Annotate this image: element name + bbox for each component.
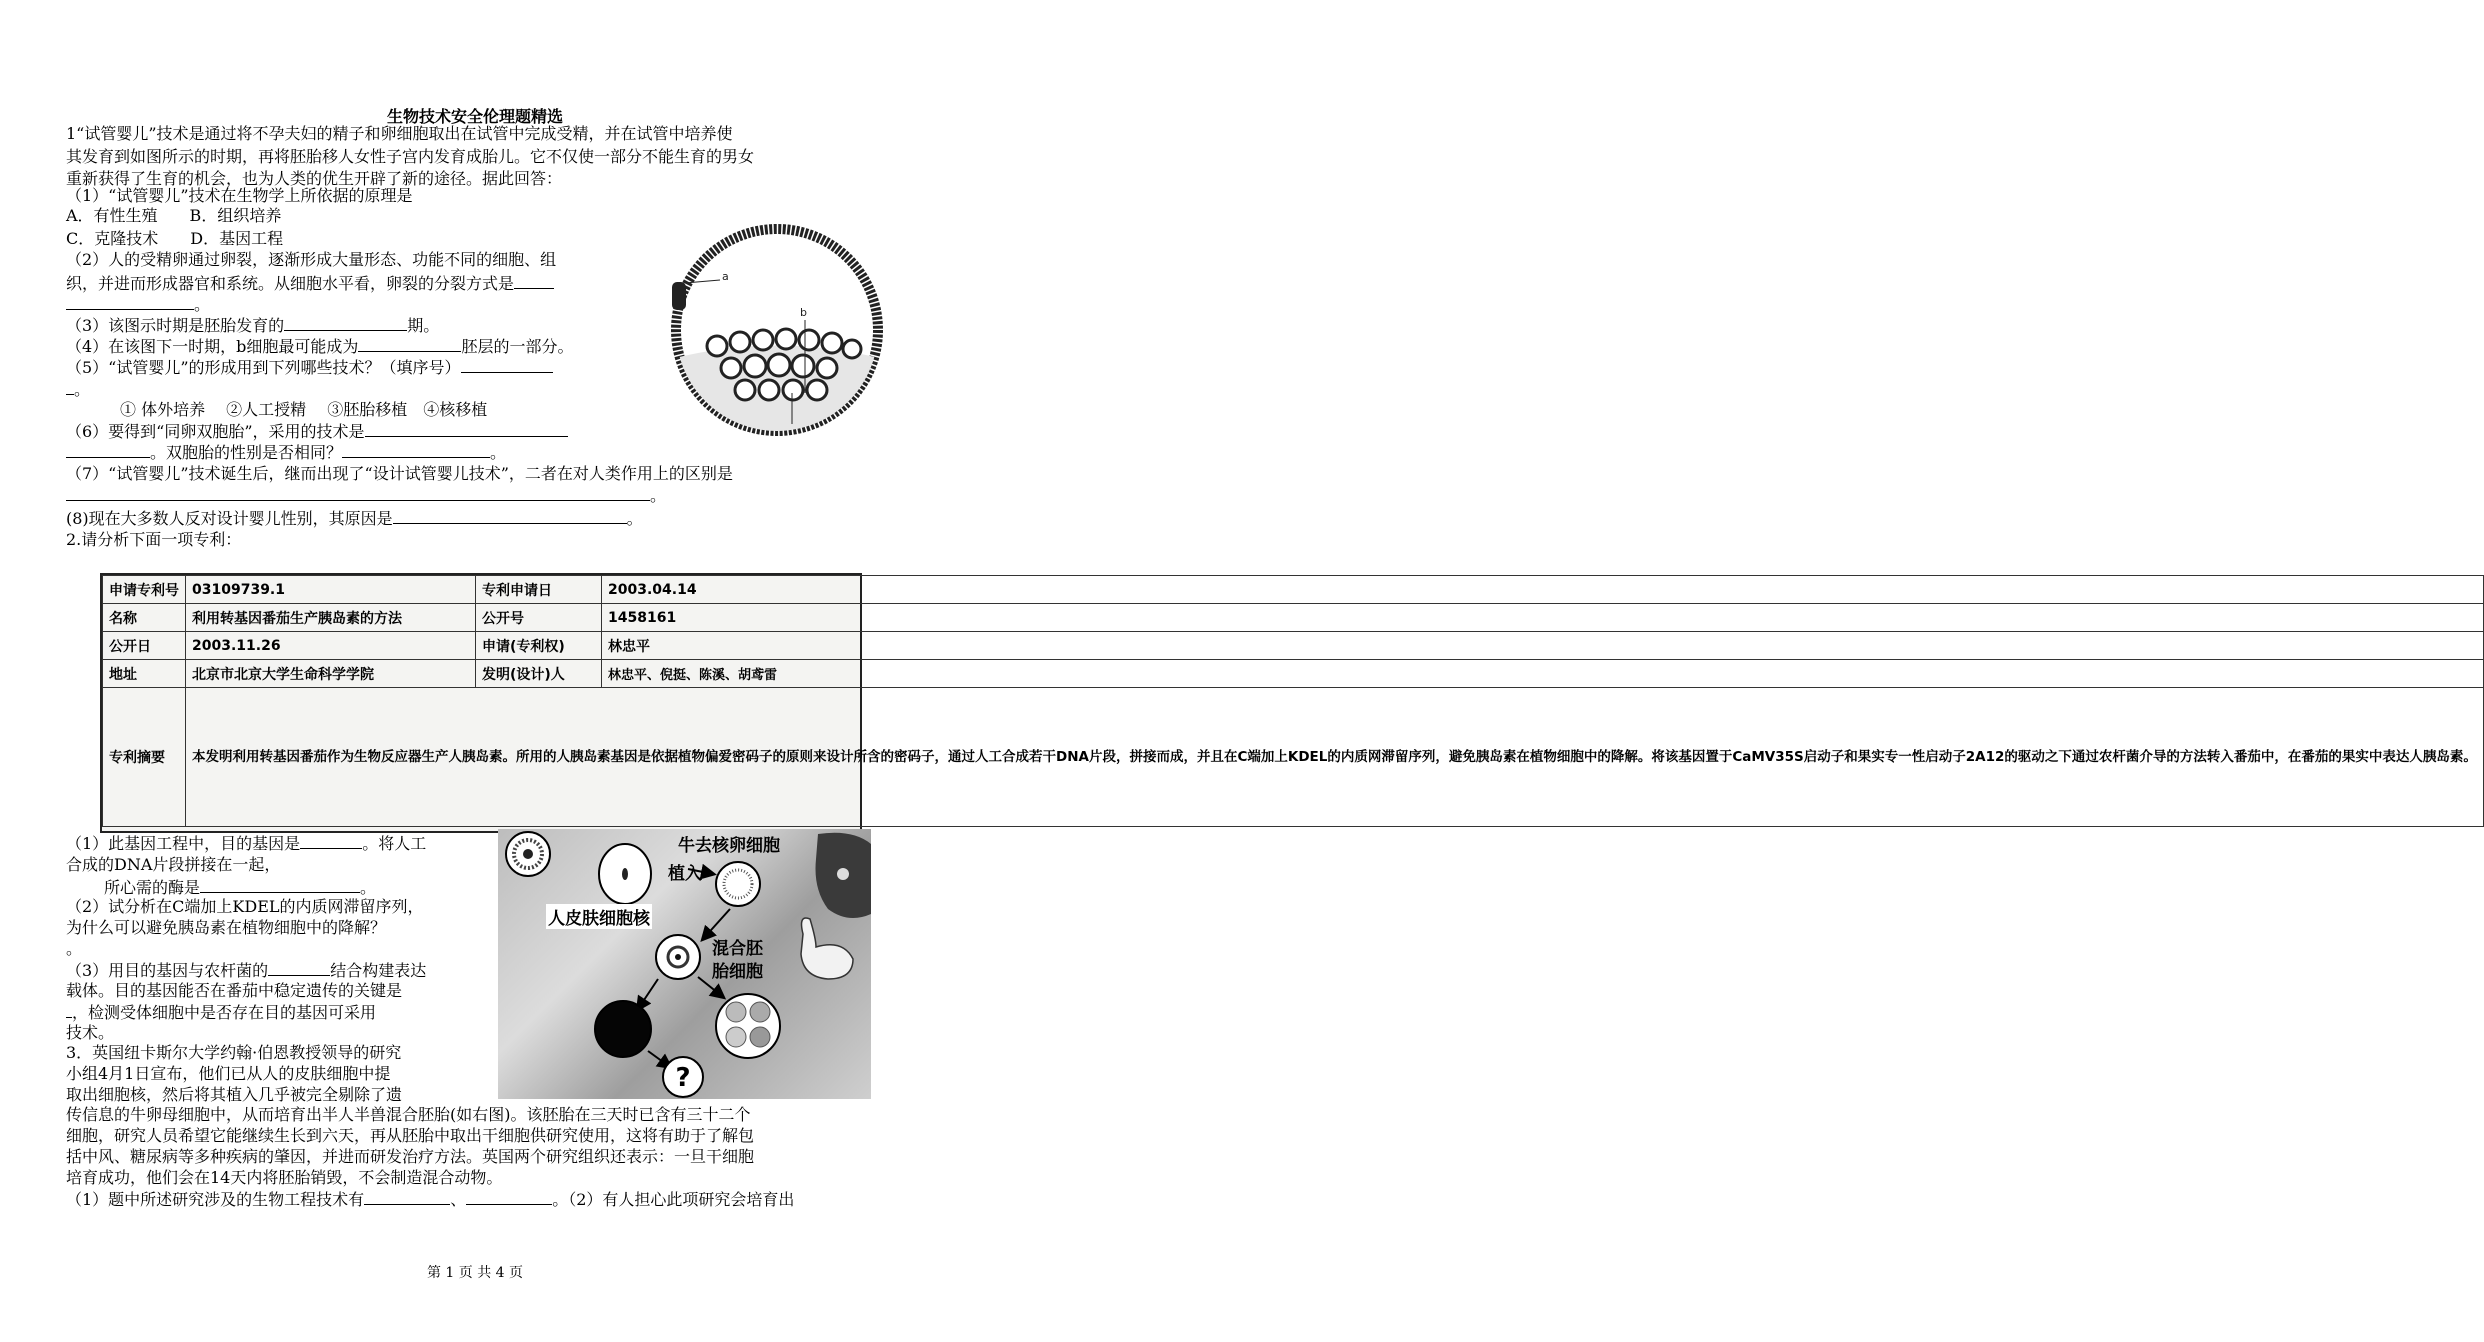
q1-sub2-line3: 。 — [66, 294, 210, 315]
cell-value: 利用转基因番茄生产胰岛素的方法 — [186, 604, 476, 632]
q1-option-cd: C．克隆技术 D．基因工程 — [66, 229, 284, 248]
page-footer: 第 1 页 共 4 页 — [426, 1265, 524, 1281]
cell-value: 北京市北京大学生命科学学院 — [186, 660, 476, 688]
label-bovine-egg: 牛去核卵细胞 — [678, 836, 780, 856]
q1-sub5: （5）“试管婴儿”的形成用到下列哪些技术？（填序号） — [66, 357, 553, 378]
cell-label: 公开日 — [103, 632, 186, 660]
cell-value: 03109739.1 — [186, 576, 476, 604]
q1-option-ab: A．有性生殖 B．组织培养 — [66, 206, 282, 225]
label-a: a — [722, 270, 729, 283]
q2-sub3-line3: ，检测受体细胞中是否存在目的基因可采用 — [66, 1002, 376, 1023]
q3-line-1: 3．英国纽卡斯尔大学约翰·伯恩教授领导的研究 — [66, 1043, 402, 1062]
label-human-nucleus: 人皮肤细胞核 — [546, 904, 652, 929]
q1-sub6: （6）要得到“同卵双胞胎”，采用的技术是 — [66, 421, 568, 442]
q3-line-7: 培育成功，他们会在14天内将胚胎销毁，不会制造混合动物。 — [66, 1168, 503, 1187]
q1-sub2-line1: （2）人的受精卵通过卵裂，逐渐形成大量形态、功能不同的细胞、组 — [66, 250, 557, 269]
q2-sub1: （1）此基因工程中，目的基因是 。将人工 — [66, 834, 427, 853]
cell-label: 专利摘要 — [103, 688, 186, 827]
q2-sub1-line2: 合成的DNA片段拼接在一起， — [66, 855, 281, 874]
cell-value: 林忠平 — [602, 632, 2484, 660]
label-hybrid-2: 胎细胞 — [712, 962, 763, 982]
q1-sub5-options: ① 体外培养 ②人工授精 ③胚胎移植 ④核移植 — [120, 400, 488, 419]
label-b: b — [800, 306, 807, 319]
cell-value: 1458161 — [602, 604, 2484, 632]
cell-label: 申请专利号 — [103, 576, 186, 604]
q1-sub4: （4）在该图下一时期，b细胞最可能成为 胚层的一部分。 — [66, 337, 574, 356]
cell-value: 2003.04.14 — [602, 576, 2484, 604]
cell-label: 申请(专利权) — [476, 632, 602, 660]
blastocyst-figure — [655, 218, 895, 438]
q2-heading: 2.请分析下面一项专利： — [66, 530, 242, 549]
question-mark: ? — [675, 1063, 691, 1093]
q1-line-3: 重新获得了生育的机会，也为人类的优生开辟了新的途径。据此回答： — [66, 169, 563, 188]
q2-sub3: （3）用目的基因与农杆菌的 结合构建表达 — [66, 961, 427, 980]
q1-sub7-line2: 。 — [66, 485, 666, 506]
q1-sub1: （1）“试管婴儿”技术在生物学上所依据的原理是 — [66, 186, 413, 205]
q2-sub2: （2）试分析在C端加上KDEL的内质网滞留序列， — [66, 897, 424, 916]
q1-sub8: (8)现在大多数人反对设计婴儿性别，其原因是 。 — [66, 509, 643, 528]
patent-abstract: 本发明利用转基因番茄作为生物反应器生产人胰岛素。所用的人胰岛素基因是依据植物偏爱密码子的原则来设计所含的密码子，通过人工合成若干DNA片段，拼接而成，并且在C端加上KDEL的内质网滞留序列，避免胰岛素在植物细胞中的降解。将该基因置于CaMV35S启动子和果实专一性启动子2A12的驱动之下通过农杆菌介导的方法转入番茄中，在番茄的果实中表达人胰岛素。 — [186, 688, 2484, 827]
q1-sub7: （7）“试管婴儿”技术诞生后，继而出现了“设计试管婴儿技术”，二者在对人类作用上的区别是 — [66, 464, 733, 483]
cell-label: 公开号 — [476, 604, 602, 632]
page-title: 生物技术安全伦理题精选 — [386, 107, 563, 126]
cell-value: 林忠平、倪挺、陈溪、胡鸢雷 — [602, 660, 2484, 688]
q3-line-2: 小组4月1日宣布，他们已从人的皮肤细胞中提 — [66, 1064, 391, 1083]
q1-sub6-line2: 。双胞胎的性别是否相同？ 。 — [66, 442, 506, 463]
q1-sub2-line2: 织，并进而形成器官和系统。从细胞水平看，卵裂的分裂方式是 — [66, 273, 554, 294]
q1-line-2: 其发育到如图所示的时期，再将胚胎移人女性子宫内发育成胎儿。它不仅使一部分不能生育的男女 — [66, 147, 755, 166]
cell-label: 发明(设计)人 — [476, 660, 602, 688]
cell-label: 专利申请日 — [476, 576, 602, 604]
q2-sub3-line4: 技术。 — [66, 1023, 115, 1042]
q3-line-6: 括中风、糖尿病等多种疾病的肇因，并进而研发治疗方法。英国两个研究组织还表示：一旦干细胞 — [66, 1147, 755, 1166]
q3-line-5: 细胞，研究人员希望它能继续生长到六天，再从胚胎中取出干细胞供研究使用，这将有助于了解包 — [66, 1126, 755, 1145]
label-hybrid-1: 混合胚 — [712, 939, 763, 959]
q1-sub5-end: 。 — [66, 379, 90, 400]
q2-sub2-line3: 。 — [66, 939, 83, 958]
q2-sub1-line3: 所心需的酶是 。 — [104, 878, 377, 897]
q3-sub1: （1）题中所述研究涉及的生物工程技术有 、 。（2）有人担心此项研究会培育出 — [66, 1190, 795, 1209]
q3-line-3: 取出细胞核，然后将其植入几乎被完全剔除了遗 — [66, 1085, 403, 1104]
q2-sub3-line2: 载体。目的基因能否在番茄中稳定遗传的关键是 — [66, 981, 403, 1000]
q1-sub3: （3）该图示时期是胚胎发育的 期。 — [66, 316, 440, 335]
cell-label: 名称 — [103, 604, 186, 632]
q1-line-1: 1“试管婴儿”技术是通过将不孕夫妇的精子和卵细胞取出在试管中完成受精，并在试管中培养使 — [66, 124, 733, 143]
q2-sub2-line2: 为什么可以避免胰岛素在植物细胞中的降解？ — [66, 918, 387, 937]
patent-table — [100, 573, 2477, 833]
q3-line-4: 传信息的牛卵母细胞中，从而培育出半人半兽混合胚胎(如右图)。该胚胎在三天时已含有三十二个 — [66, 1105, 751, 1124]
cell-value: 2003.11.26 — [186, 632, 476, 660]
hybrid-embryo-figure — [498, 829, 871, 1099]
label-implant: 植入 — [668, 864, 702, 884]
cell-label: 地址 — [103, 660, 186, 688]
